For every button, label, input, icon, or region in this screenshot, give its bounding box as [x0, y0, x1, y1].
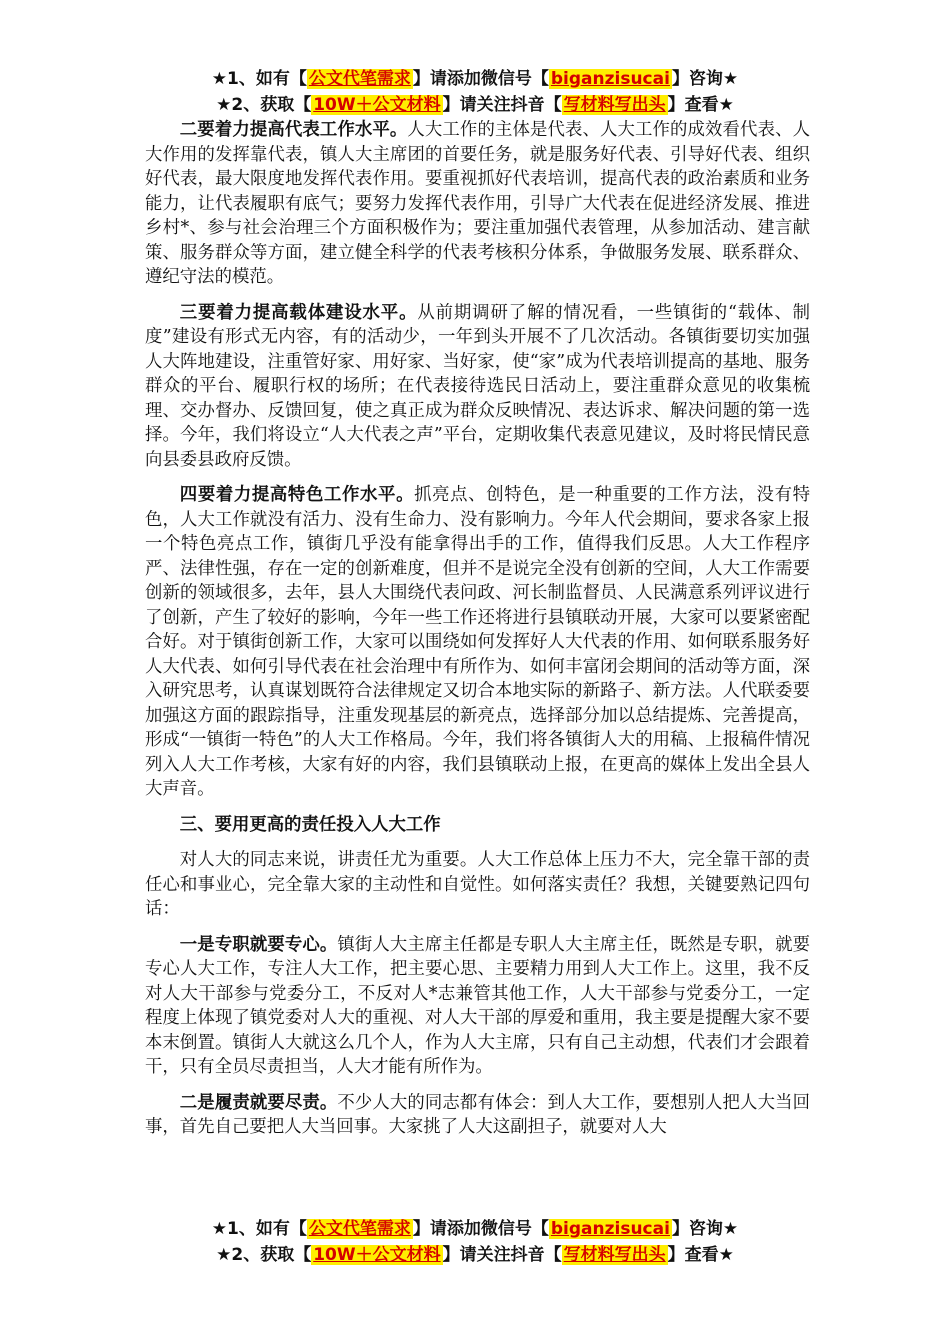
highlight-wechat-id: biganzisucai — [550, 69, 670, 89]
promo-banner-top — [0, 66, 950, 118]
highlight-materials: 10W＋公文材料 — [313, 1245, 441, 1265]
section-heading: 三、要用更高的责任投入人大工作 — [179, 814, 441, 835]
paragraph-full-time-focus: 一是专职就要专心。镇街人大主席主任都是专职人大主席主任，既然是专职，就要专心人大工作，专注人大工作，把主要心思、主要精力用到人大工作上。这里，我不反对人大干部参与党委分工，不反对人*志兼管其他工作，人大干部参与党委分工，一定程度上体现了镇党委对人大的重视、对人大干部的厚爱和重用，我主要是提醒大家不要本末倒置。镇街人大就这么几个人，作为人大主席，只有自己主动想，代表们才会跟着干，只有全员尽责担当，人大才能有所作为。 — [145, 934, 810, 1077]
promo-banner-bottom — [0, 1216, 950, 1268]
body-text — [145, 118, 810, 1151]
promo-line-2: ★2、获取【 10W＋公文材料 】请关注抖音【 写材料写出头 】查看★ — [216, 95, 734, 115]
paragraph-featured-work: 四要着力提高特色工作水平。抓亮点、创特色，是一种重要的工作方法，没有特色，人大工作就没有活力、没有生命力、没有影响力。今年人代会期间，要求各家上报一个特色亮点工作，镇街几乎没有能拿得出手的工作，值得我们反思。人大工作程序严、法律性强，存在一定的创新难度，但并不是说完全没有创新的空间，人大工作需要创新的领域很多，去年，县人大围绕代表问政、河长制监督员、人民满意系列评议进行了创新，产生了较好的影响，今年一些工作还将进行县镇联动开展，大家可以要紧密配合好。对于镇街创新工作，大家可以围绕如何发挥好人大代表的作用、如何联系服务好人大代表、如何引导代表在社会治理中有所作为、如何丰富闭会期间的活动等方面，深入研究思考，认真谋划既符合法律规定又切合本地实际的新路子、新方法。人代联委要加强这方面的跟踪指导，注重发现基层的新亮点，选择部分加以总结提炼、完善提高，形成“一镇街一特色”的人大工作格局。今年，我们将各镇街人大的用稿、上报稿件情况列入人大工作考核，大家有好的内容，我们县镇联动上报，在更高的媒体上发出全县人大声音。 — [145, 485, 810, 799]
highlight-service: 公文代笔需求 — [308, 1219, 411, 1239]
paragraph-carrier-building: 三要着力提高载体建设水平。从前期调研了解的情况看，一些镇街的“载体、制度”建设有形式无内容，有的活动少，一年到头开展不了几次活动。各镇街要切实加强人大阵地建设，注重管好家、用好家、当好家，使“家”成为代表培训提高的基地、服务群众的平台、履职行权的场所；在代表接待选民日活动上，要注重群众意见的收集梳理、交办督办、反馈回复，使之真正成为群众反映情况、表达诉求、解决问题的第一选择。今年，我们将设立“人大代表之声”平台，定期收集代表意见建议，及时将民情民意向县委县政府反馈。 — [145, 302, 810, 470]
highlight-materials: 10W＋公文材料 — [313, 95, 441, 115]
highlight-douyin: 写材料写出头 — [563, 1245, 666, 1265]
highlight-douyin: 写材料写出头 — [563, 95, 666, 115]
paragraph-responsibility-intro: 对人大的同志来说，讲责任尤为重要。人大工作总体上压力不大，完全靠干部的责任心和事业心，完全靠大家的主动性和自觉性。如何落实责任？我想，关键要熟记四句话： — [145, 850, 810, 919]
promo-line-2: ★2、获取【 10W＋公文材料 】请关注抖音【 写材料写出头 】查看★ — [216, 1245, 734, 1265]
paragraph-representative-work: 二要着力提高代表工作水平。人大工作的主体是代表、人大工作的成效看代表、人大作用的发挥靠代表，镇人大主席团的首要任务，就是服务好代表、引导好代表、组织好代表，最大限度地发挥代表作用。要重视抓好代表培训，提高代表的政治素质和业务能力，让代表履职有底气；要努力发挥代表作用，引导广大代表在促进经济发展、推进乡村*、参与社会治理三个方面积极作为；要注重加强代表管理，从参加活动、建言献策、服务群众等方面，建立健全科学的代表考核积分体系，争做服务发展、联系群众、遵纪守法的模范。 — [145, 120, 810, 287]
paragraph-duty-fulfillment: 二是履责就要尽责。不少人大的同志都有体会：到人大工作，要想别人把人大当回事，首先自己要把人大当回事。大家挑了人大这副担子，就要对人大 — [145, 1092, 810, 1137]
highlight-wechat-id: biganzisucai — [550, 1219, 670, 1239]
promo-line-1: ★1、如有【 公文代笔需求 】请添加微信号【 biganzisucai 】咨询★ — [211, 1219, 739, 1239]
promo-line-1: ★1、如有【 公文代笔需求 】请添加微信号【 biganzisucai 】咨询★ — [211, 69, 739, 89]
highlight-service: 公文代笔需求 — [308, 69, 411, 89]
